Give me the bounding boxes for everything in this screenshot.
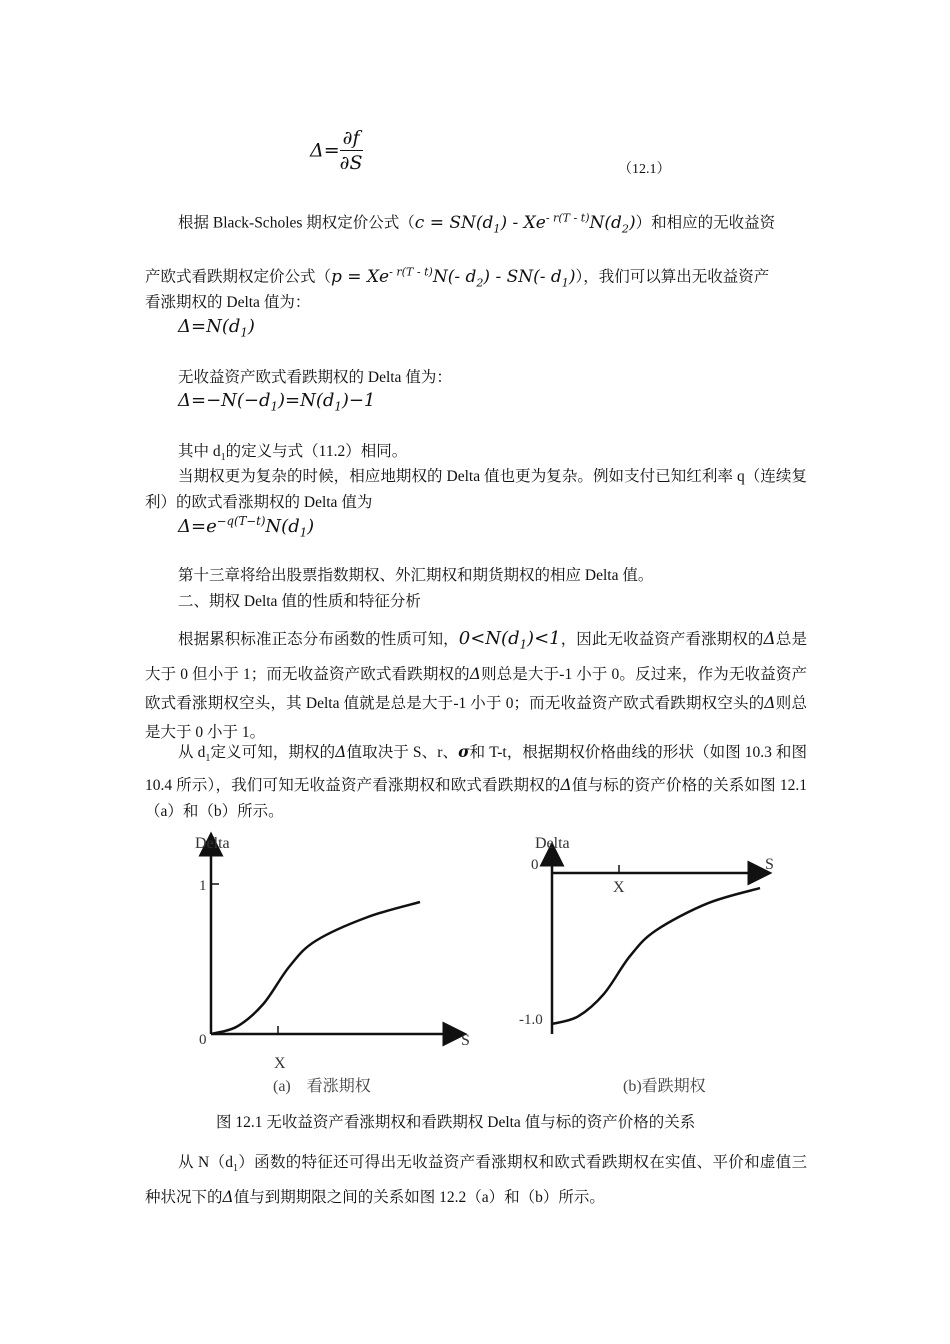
section-title: 二、期权 Delta 值的性质和特征分析 xyxy=(178,593,421,610)
delta-symbol: Δ xyxy=(469,664,481,683)
chart-caption: (b)看跌期权 xyxy=(623,1078,706,1095)
equation-12-1 xyxy=(310,126,363,175)
series-line xyxy=(211,902,420,1034)
x-axis-label: S xyxy=(461,1032,470,1049)
equation-dividend-delta: $\Delta=e^{-q(T-t)}N(d_1)$ xyxy=(178,514,315,540)
paragraph-bs-line1 xyxy=(178,206,775,241)
fraction-denominator: ∂S xyxy=(339,152,363,174)
x-axis-label: S xyxy=(765,856,774,873)
chart-put-delta xyxy=(515,826,795,1101)
y-axis-label: Delta xyxy=(535,835,570,852)
text-segment: 根据 Black-Scholes 期权定价公式（ xyxy=(178,214,415,232)
paragraph-delta-bounds: 根据累积标准正态分布函数的性质可知，$0<N(d_1)<1$，因此无收益资产看涨期权的Δ总是大于 0 但小于 1；而无收益资产欧式看跌期权的Δ则总是大于-1 小于 0。反过来，作为无收益资产欧式看涨期权空头，其 Delta 值就是总是大于-1 小于 0；而无收益资产欧式看跌期权空头的Δ则总是大于 0 小于 1。 xyxy=(145,628,807,741)
y-tick-label: 1 xyxy=(199,878,207,894)
delta-symbol: Δ xyxy=(763,629,776,649)
equation-number: （12.1） xyxy=(618,162,671,177)
delta-symbol: Δ xyxy=(764,693,776,712)
equation-lhs: Δ= xyxy=(310,139,340,162)
paragraph-d1-definition: 其中 $d_1$的定义与式（11.2）相同。 xyxy=(178,443,408,464)
x-marker-label: X xyxy=(613,879,625,896)
paragraph-bs-line2 xyxy=(145,260,769,295)
y-axis-label: Delta xyxy=(195,835,230,852)
sigma-symbol: σ xyxy=(458,742,470,761)
chart-caption: (a) 看涨期权 xyxy=(273,1078,371,1095)
paragraph-chapter-13: 第十三章将给出股票指数期权、外汇期权和期货期权的相应 Delta 值。 xyxy=(178,567,654,584)
equation-fraction xyxy=(340,126,363,175)
paragraph-delta-dependencies: 从 $d_1$定义可知，期权的Δ值取决于 S、r、σ和 T-t，根据期权价格曲线的形状（如图 10.3 和图 10.4 所示），我们可知无收益资产看涨期权和欧式看跌期权的Δ值与标的资产价格的关系如图 12.1（a）和（b）所示。 xyxy=(145,742,807,821)
x-marker-label: X xyxy=(274,1055,286,1072)
formula-call-price: $c = SN(d_1) - Xe^{- r(T - t)}N(d_2)$ xyxy=(414,211,636,236)
y-tick-label-zero: 0 xyxy=(531,857,539,873)
text-segment: ），我们可以算出无收益资产 xyxy=(575,268,770,286)
text-segment: ）和相应的无收益资 xyxy=(635,214,776,232)
delta-symbol: Δ xyxy=(335,743,347,761)
text-segment: 产欧式看跌期权定价公式（ xyxy=(145,268,332,286)
delta-symbol: Δ xyxy=(222,1188,234,1207)
series-line xyxy=(552,888,760,1024)
formula-put-price: $p = Xe^{- r(T - t)}N(-$ $d_2) - SN(-$ $d_1$) xyxy=(331,265,576,290)
equation-call-delta: $\Delta=N(d_1)$ xyxy=(178,316,255,340)
equation-put-delta: $\Delta=-N(-d_1)=N(d_1)-1$ xyxy=(178,390,376,414)
paragraph-bs-line3: 看涨期权的 Delta 值为： xyxy=(145,294,311,311)
paragraph-moneyness: 从 $N(d_1)$函数的特征还可得出无收益资产看涨期权和欧式看跌期权在实值、平价和虚值三种状况下的Δ值与到期期限之间的关系如图 12.2（a）和（b）所示。 xyxy=(145,1154,807,1207)
figure-caption: 图 12.1 无收益资产看涨期权和看跌期权 Delta 值与标的资产价格的关系 xyxy=(216,1114,696,1131)
delta-symbol: Δ xyxy=(560,776,572,795)
y-tick-label-minus-one: -1.0 xyxy=(519,1012,543,1028)
fraction-numerator: ∂f xyxy=(340,126,363,151)
paragraph-put-delta-intro: 无收益资产欧式看跌期权的 Delta 值为： xyxy=(178,369,452,386)
chart-call-delta xyxy=(185,826,485,1101)
paragraph-complex-options: 当期权更为复杂的时候，相应地期权的 Delta 值也更为复杂。例如支付已知红利率 q（连续复利）的欧式看涨期权的 Delta 值为 xyxy=(145,468,807,511)
origin-label: 0 xyxy=(199,1032,207,1048)
